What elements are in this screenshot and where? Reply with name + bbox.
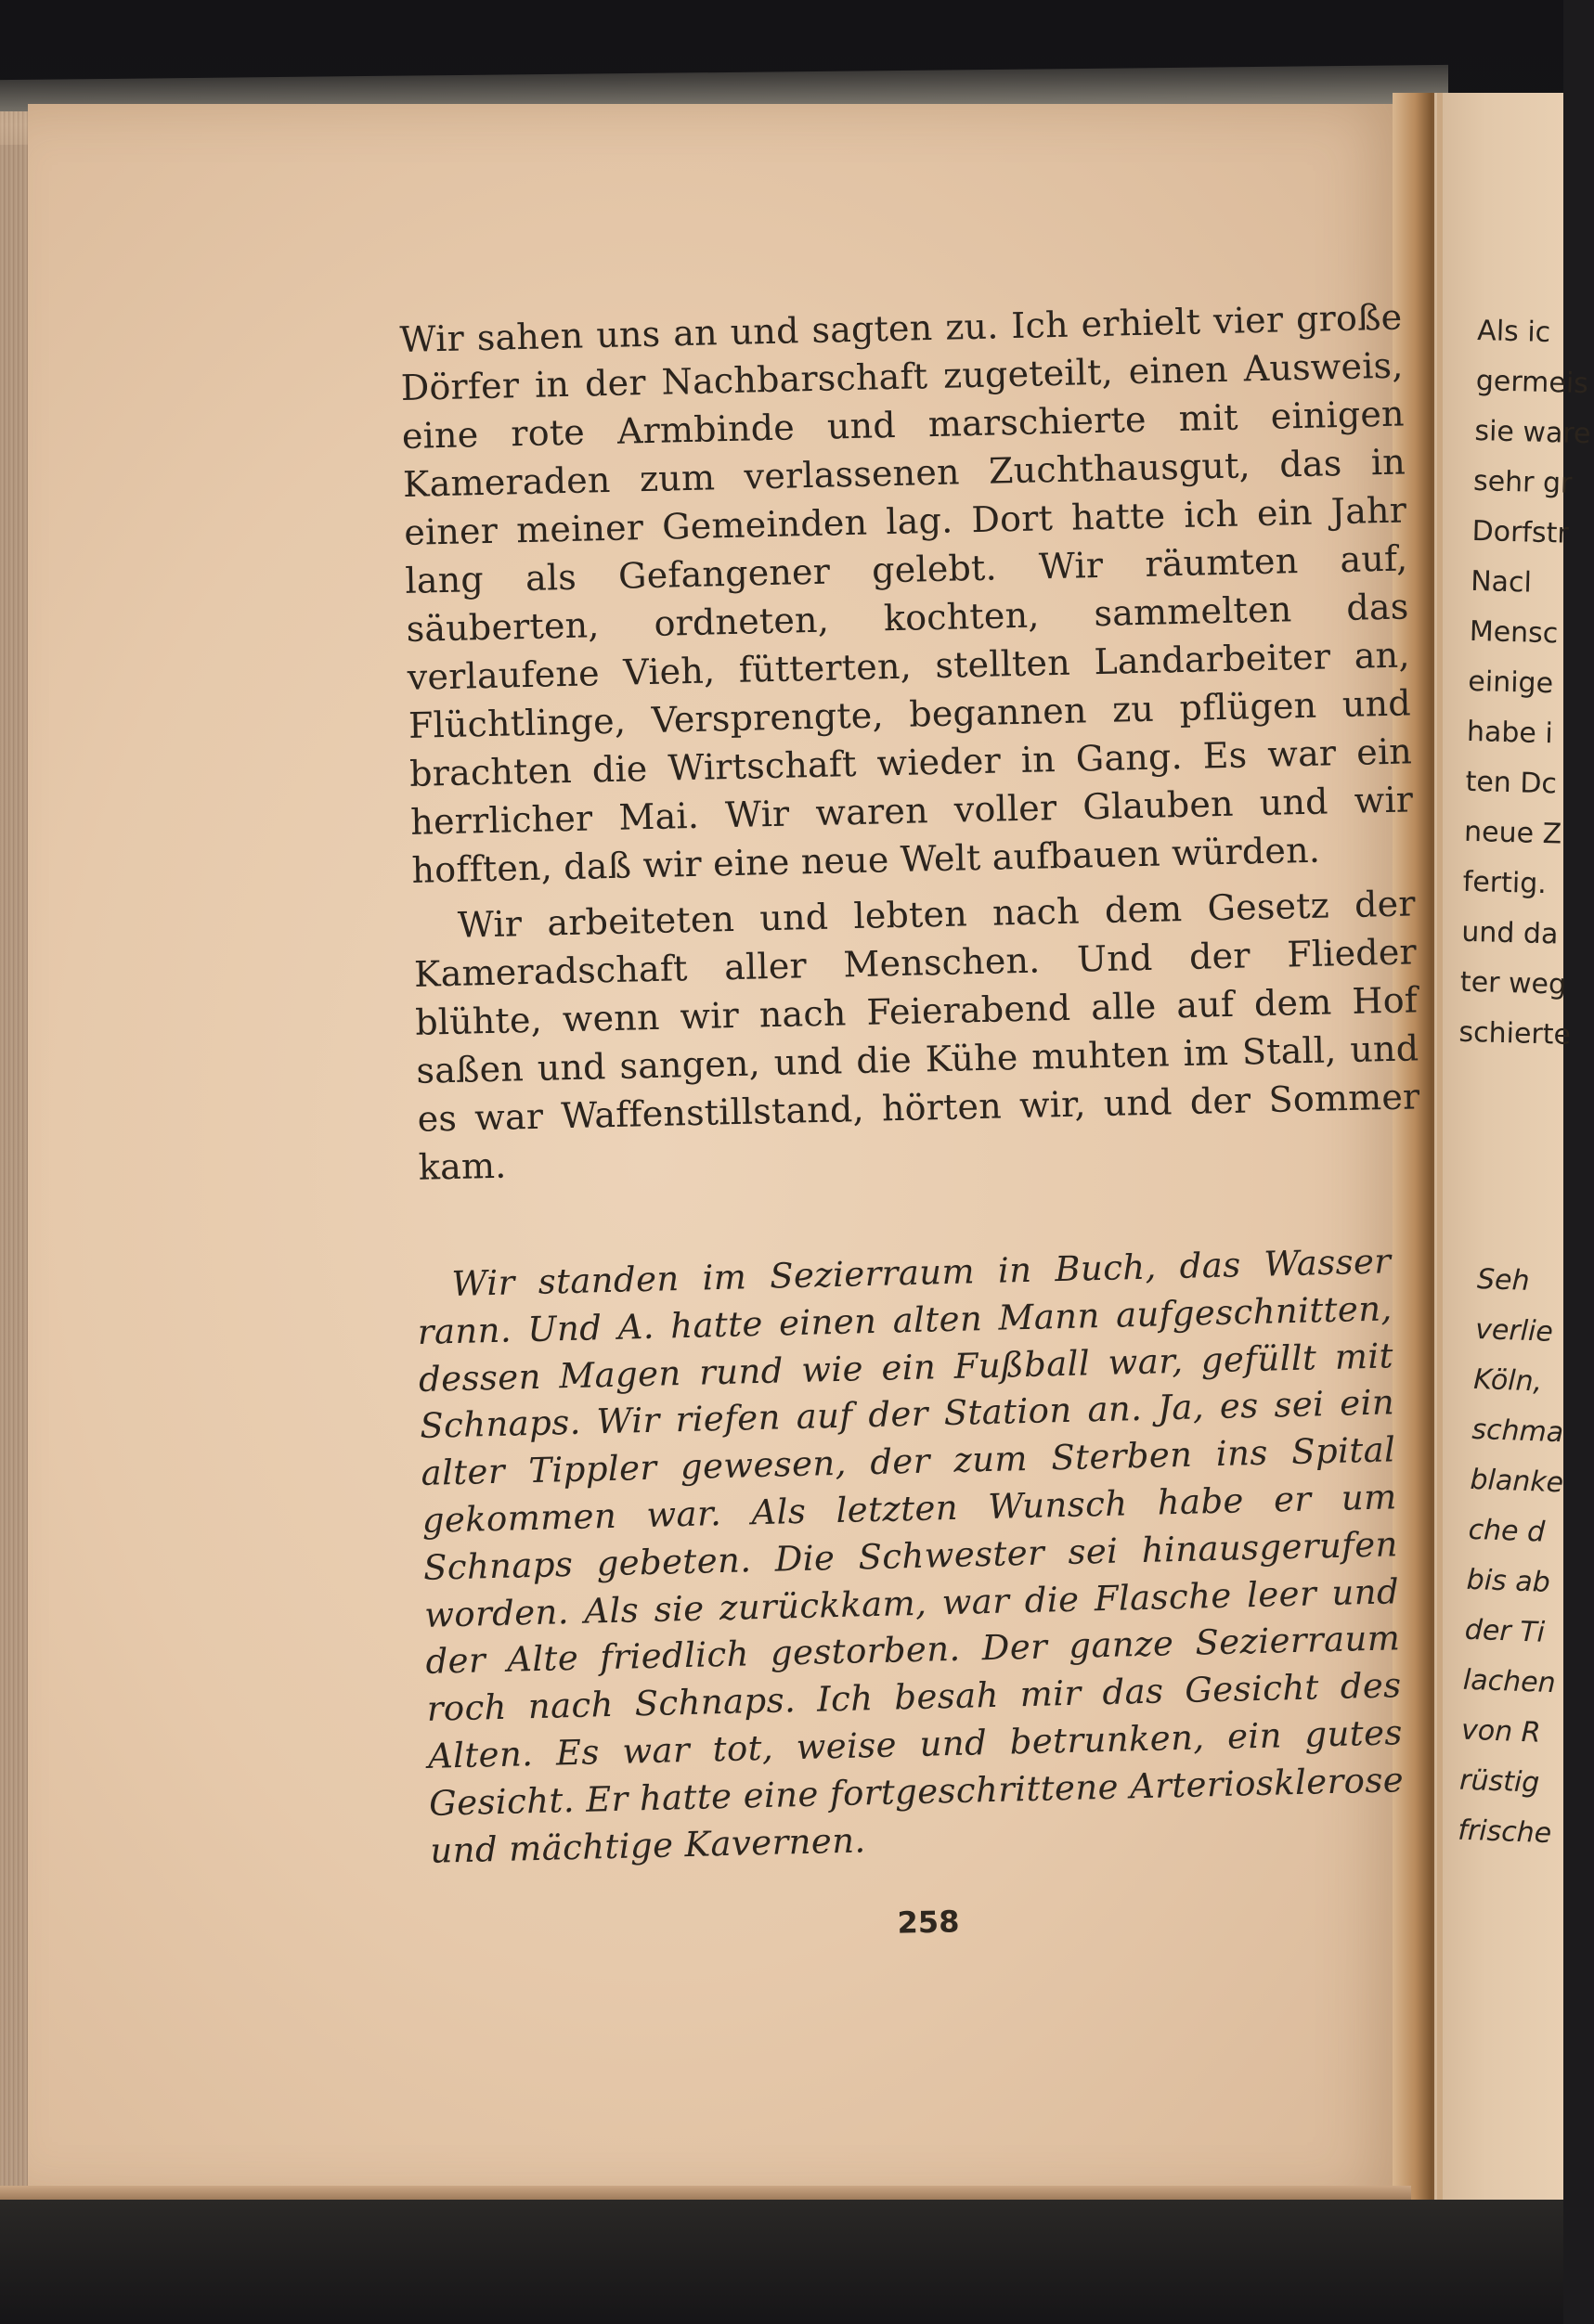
right-line: Dorfstr bbox=[1471, 514, 1570, 550]
paragraph-1: Wir sahen uns an und sagten zu. Ich erhielt vier große Dörfer in der Nachbarschaft zugeteilt, einen Ausweis, eine rote Armbinde und marschierte mit einigen Kameraden zum verlassenen Zuchthausgut, das in einer meiner Gemeinden lag. Dort hatte ich ein Jahr lang als Gefangener gelebt. Wir räumten auf, säuberten, ordneten, kochten, sammelten das verlaufene Vieh, fütterten, stellten Landarbeiter an, Flüchtlinge, Versprengte, begannen zu pflügen und brachten die Wirtschaft wieder in Gang. Es war ein herrlicher Mai. Wir waren voller Glauben und wir hofften, daß wir eine neue Welt aufbauen würden. bbox=[399, 296, 1414, 891]
right-line: fertig. bbox=[1462, 865, 1548, 901]
right-line: ter weg bbox=[1459, 965, 1567, 1001]
right-line: und da bbox=[1460, 915, 1559, 951]
right-page-text-lower bbox=[1457, 1255, 1589, 1860]
right-line: sehr gr bbox=[1472, 464, 1573, 500]
right-page-text-upper bbox=[1458, 306, 1589, 1061]
right-line: schierte bbox=[1458, 1015, 1572, 1052]
right-line: lachen bbox=[1462, 1663, 1557, 1700]
right-line: verlie bbox=[1474, 1312, 1554, 1349]
right-line: Nacl bbox=[1470, 564, 1533, 600]
bottom-background bbox=[0, 2200, 1563, 2324]
right-line: frische bbox=[1457, 1814, 1552, 1851]
italic-text-section bbox=[416, 1238, 1406, 1875]
right-line: Mensc bbox=[1469, 614, 1559, 651]
paragraph-2: Wir arbeiteten und lebten nach dem Gesetz der Kameradschaft aller Menschen. Und der Flieder blühte, wenn wir nach Feierabend alle auf dem Hof saßen und sangen, und die Kühe muhten im Stall, und es war Waffenstillstand, hörten wir, und der Sommer kam. bbox=[413, 883, 1420, 1188]
right-line: Köln, bbox=[1472, 1362, 1543, 1399]
right-line: habe i bbox=[1466, 715, 1554, 751]
page-number: 258 bbox=[897, 1904, 960, 1941]
right-line: der Ti bbox=[1464, 1613, 1546, 1649]
right-line: Als ic bbox=[1476, 314, 1551, 350]
right-line: sie ware bbox=[1474, 414, 1591, 451]
right-line: ten Dc bbox=[1465, 765, 1558, 801]
right-line: blanke bbox=[1469, 1463, 1564, 1500]
roman-text-section bbox=[399, 292, 1421, 1191]
right-line: neue Z bbox=[1463, 815, 1562, 851]
right-line: Seh bbox=[1476, 1262, 1531, 1298]
paragraph-italic: Wir standen im Sezierraum in Buch, das Wasser rann. Und A. hatte einen alten Mann aufgeschnitten, dessen Magen rund wie ein Fußball war, gefüllt mit Schnaps. Wir riefen auf der Station an. Ja, es sei ein alter Tippler gewesen, der zum Sterben ins Spital gekommen war. Als letzten Wunsch habe er um Schnaps gebeten. Die Schwester sei hinausgerufen worden. Als sie zurückkam, war die Flasche leer und der Alte friedlich gestorben. Der ganze Sezierraum roch nach Schnaps. Ich besah mir das Gesicht des Alten. Es war tot, weise und betrunken, ein gutes Gesicht. Er hatte eine fortgeschrittene Arteriosklerose und mächtige Kavernen. bbox=[417, 1241, 1405, 1871]
right-page-edge bbox=[1437, 93, 1443, 2227]
right-line: che d bbox=[1468, 1513, 1546, 1549]
right-line: von R bbox=[1460, 1713, 1542, 1749]
right-line: germeis bbox=[1475, 364, 1589, 401]
right-line: einige bbox=[1467, 665, 1554, 701]
right-line: rüstig bbox=[1458, 1763, 1540, 1800]
right-line: schma bbox=[1471, 1413, 1564, 1450]
right-line: bis ab bbox=[1466, 1563, 1551, 1599]
